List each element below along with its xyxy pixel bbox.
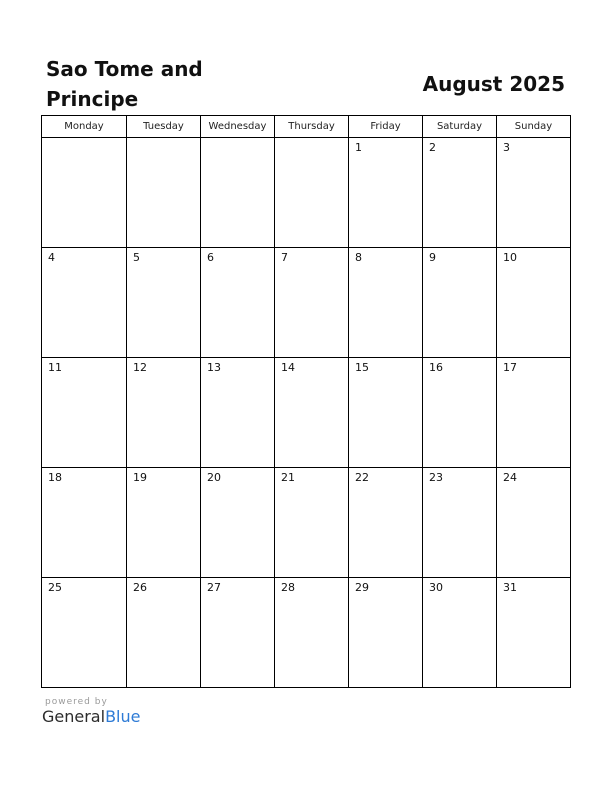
day-number: 20 [207, 471, 221, 484]
week-row [42, 468, 571, 578]
day-cell [423, 138, 497, 248]
day-number: 12 [133, 361, 147, 374]
day-cell [349, 248, 423, 358]
day-number: 31 [503, 581, 517, 594]
day-cell [275, 468, 349, 578]
day-cell [42, 358, 127, 468]
day-number [127, 138, 200, 141]
day-cell [127, 138, 201, 248]
day-number [42, 138, 126, 141]
day-cell [497, 468, 571, 578]
day-cell [349, 138, 423, 248]
day-cell [42, 578, 127, 688]
day-cell [127, 358, 201, 468]
day-cell [42, 248, 127, 358]
day-number: 10 [503, 251, 517, 264]
day-number: 27 [207, 581, 221, 594]
day-number: 28 [281, 581, 295, 594]
week-row [42, 358, 571, 468]
weekday-header: Tuesday [127, 116, 201, 138]
weekday-header: Sunday [497, 116, 571, 138]
weekday-header: Friday [349, 116, 423, 138]
day-number: 26 [133, 581, 147, 594]
day-number: 7 [281, 251, 288, 264]
day-cell [423, 578, 497, 688]
week-row [42, 248, 571, 358]
country-title: Sao Tome and Principe [46, 57, 203, 111]
day-number: 30 [429, 581, 443, 594]
weekday-header: Thursday [275, 116, 349, 138]
day-cell [127, 248, 201, 358]
day-number: 29 [355, 581, 369, 594]
day-cell [497, 248, 571, 358]
day-cell [275, 248, 349, 358]
day-number: 15 [355, 361, 369, 374]
week-row [42, 138, 571, 248]
brand-blue-text: Blue [105, 707, 141, 726]
generalblue-logo[interactable] [42, 707, 140, 727]
day-cell [42, 468, 127, 578]
brand-general-text: General [42, 707, 106, 726]
day-cell [497, 138, 571, 248]
day-cell [275, 358, 349, 468]
weekday-header-row [42, 116, 571, 138]
day-number: 11 [48, 361, 62, 374]
day-number: 17 [503, 361, 517, 374]
weekday-header: Saturday [423, 116, 497, 138]
day-cell [42, 138, 127, 248]
day-number: 6 [207, 251, 214, 264]
day-number: 1 [355, 141, 362, 154]
day-cell [275, 138, 349, 248]
day-cell [201, 138, 275, 248]
day-number: 9 [429, 251, 436, 264]
day-number: 14 [281, 361, 295, 374]
day-number: 21 [281, 471, 295, 484]
day-number [201, 138, 274, 141]
day-number: 16 [429, 361, 443, 374]
weekday-header: Wednesday [201, 116, 275, 138]
day-cell [201, 358, 275, 468]
day-cell [349, 468, 423, 578]
day-cell [349, 358, 423, 468]
day-cell [201, 578, 275, 688]
day-cell [349, 578, 423, 688]
weekday-header: Monday [42, 116, 127, 138]
week-row [42, 578, 571, 688]
day-number: 23 [429, 471, 443, 484]
day-number: 5 [133, 251, 140, 264]
day-cell [127, 578, 201, 688]
day-number: 3 [503, 141, 510, 154]
day-number: 8 [355, 251, 362, 264]
day-number: 24 [503, 471, 517, 484]
day-cell [275, 578, 349, 688]
day-cell [423, 248, 497, 358]
day-number: 18 [48, 471, 62, 484]
day-cell [127, 468, 201, 578]
day-cell [201, 248, 275, 358]
day-number: 2 [429, 141, 436, 154]
calendar-grid [41, 115, 571, 688]
day-number: 25 [48, 581, 62, 594]
day-cell [201, 468, 275, 578]
day-number: 22 [355, 471, 369, 484]
day-cell [423, 468, 497, 578]
day-number: 4 [48, 251, 55, 264]
day-cell [497, 578, 571, 688]
day-cell [423, 358, 497, 468]
day-number [275, 138, 348, 141]
day-cell [497, 358, 571, 468]
powered-by-label: powered by [45, 697, 108, 707]
month-title: August 2025 [422, 72, 565, 96]
day-number: 19 [133, 471, 147, 484]
day-number: 13 [207, 361, 221, 374]
